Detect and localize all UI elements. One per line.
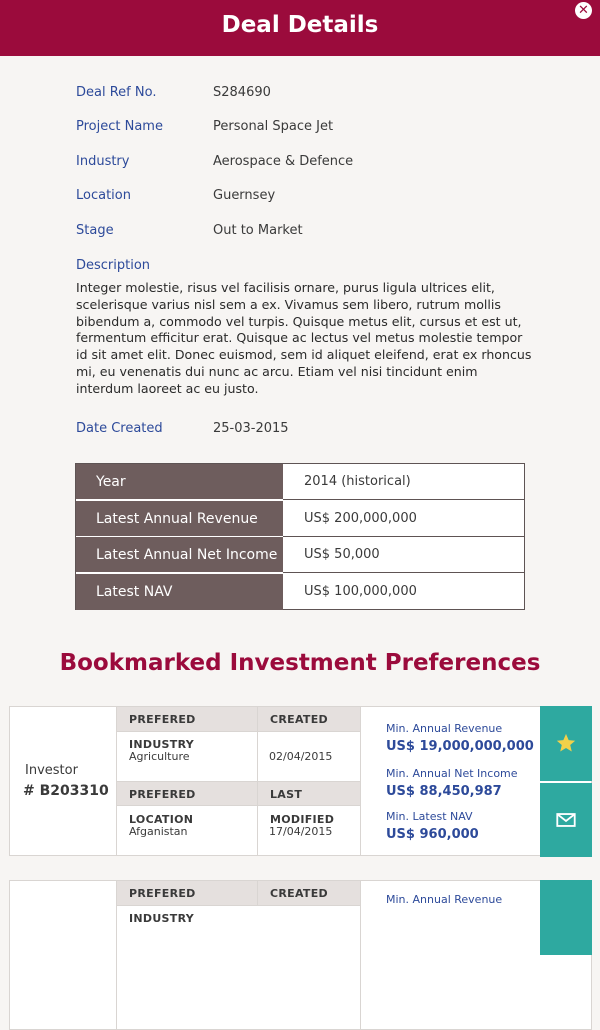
deal-ref-value: S284690: [213, 85, 271, 100]
table-row: [76, 464, 524, 500]
star-icon: [555, 732, 577, 754]
last-modified-value: 17/04/2015: [269, 825, 333, 838]
description-text: Integer molestie, risus vel facilisis ornare, purus ligula ultrices elit, scelerisque varius nisl sem a ex. Vivamus sem libero, rutrum mollis bibendum a, commodo vel turpis. Quisque metus elit, cursus et est ut, fermentum efficitur erat. Quisque ac lectus vel metus molestie tempor id sit amet elit. Donec euismod, sem id aliquet eleifend, erat ex rhoncus mi, eu venenatis dui nunc ac arcu. Etiam vel nisi tincidunt enim interdum laoreet ac eu justo.: [76, 280, 532, 396]
last-modified-header: LAST MODIFIED: [257, 781, 361, 806]
stage-label: Stage: [76, 223, 114, 238]
min-net-income-value: US$ 88,450,987: [386, 784, 502, 799]
investor-id: # B203310: [23, 783, 109, 799]
project-name-value: Personal Space Jet: [213, 119, 334, 134]
date-created-value: 25-03-2015: [213, 421, 289, 436]
grid-divider: [257, 707, 258, 855]
close-icon[interactable]: ✕: [575, 2, 592, 19]
pref-industry-value: Agriculture: [129, 750, 190, 763]
page-title: Deal Details: [221, 12, 379, 38]
annual-revenue-value: US$ 200,000,000: [283, 501, 524, 537]
min-revenue-label: Min. Annual Revenue: [386, 722, 503, 735]
table-row: [76, 574, 524, 610]
pref-location-value: Afganistan: [129, 825, 188, 838]
pref-industry-header: PREFERED INDUSTRY: [117, 707, 257, 732]
nav-label: Latest NAV: [76, 574, 283, 610]
bookmark-button[interactable]: [540, 880, 592, 955]
location-value: Guernsey: [213, 188, 276, 203]
date-created-label: Date Created: [76, 421, 163, 436]
deal-ref-label: Deal Ref No.: [76, 85, 157, 100]
created-value: 02/04/2015: [269, 750, 333, 763]
project-name-label: Project Name: [76, 119, 163, 134]
bookmark-button[interactable]: [540, 706, 592, 781]
min-nav-label: Min. Latest NAV: [386, 810, 473, 823]
pref-industry-header: PREFERED INDUSTRY: [117, 881, 257, 906]
net-income-value: US$ 50,000: [283, 537, 524, 573]
header-bar: [0, 0, 600, 56]
stage-value: Out to Market: [213, 223, 303, 238]
investor-label: Investor: [25, 763, 78, 778]
net-income-label: Latest Annual Net Income: [76, 537, 283, 573]
industry-value: Aerospace & Defence: [213, 154, 354, 169]
investor-card[interactable]: [9, 706, 592, 856]
metrics-divider: [360, 881, 361, 1029]
table-row: [76, 537, 524, 573]
location-label: Location: [76, 188, 131, 203]
message-button[interactable]: [540, 783, 592, 857]
preferences-grid: [116, 881, 360, 1029]
description-label: Description: [76, 258, 151, 273]
created-header: CREATED: [257, 881, 361, 906]
year-label: Year: [76, 464, 283, 500]
min-net-income-label: Min. Annual Net Income: [386, 767, 518, 780]
pref-location-header: PREFERED LOCATION: [117, 781, 257, 806]
preferences-grid: [116, 707, 360, 855]
table-row: [76, 501, 524, 537]
financials-table: [75, 463, 525, 610]
min-revenue-value: US$ 19,000,000,000: [386, 739, 534, 754]
envelope-icon: [555, 809, 577, 831]
bookmarks-section-title: Bookmarked Investment Preferences: [59, 650, 541, 676]
industry-label: Industry: [76, 154, 130, 169]
metrics-divider: [360, 707, 361, 855]
min-revenue-label: Min. Annual Revenue: [386, 893, 503, 906]
nav-value: US$ 100,000,000: [304, 584, 417, 599]
created-header: CREATED: [257, 707, 361, 732]
investor-card[interactable]: [9, 880, 592, 1030]
annual-revenue-label: Latest Annual Revenue: [76, 501, 283, 537]
year-value: 2014 (historical): [283, 464, 524, 500]
min-nav-value: US$ 960,000: [386, 827, 479, 842]
